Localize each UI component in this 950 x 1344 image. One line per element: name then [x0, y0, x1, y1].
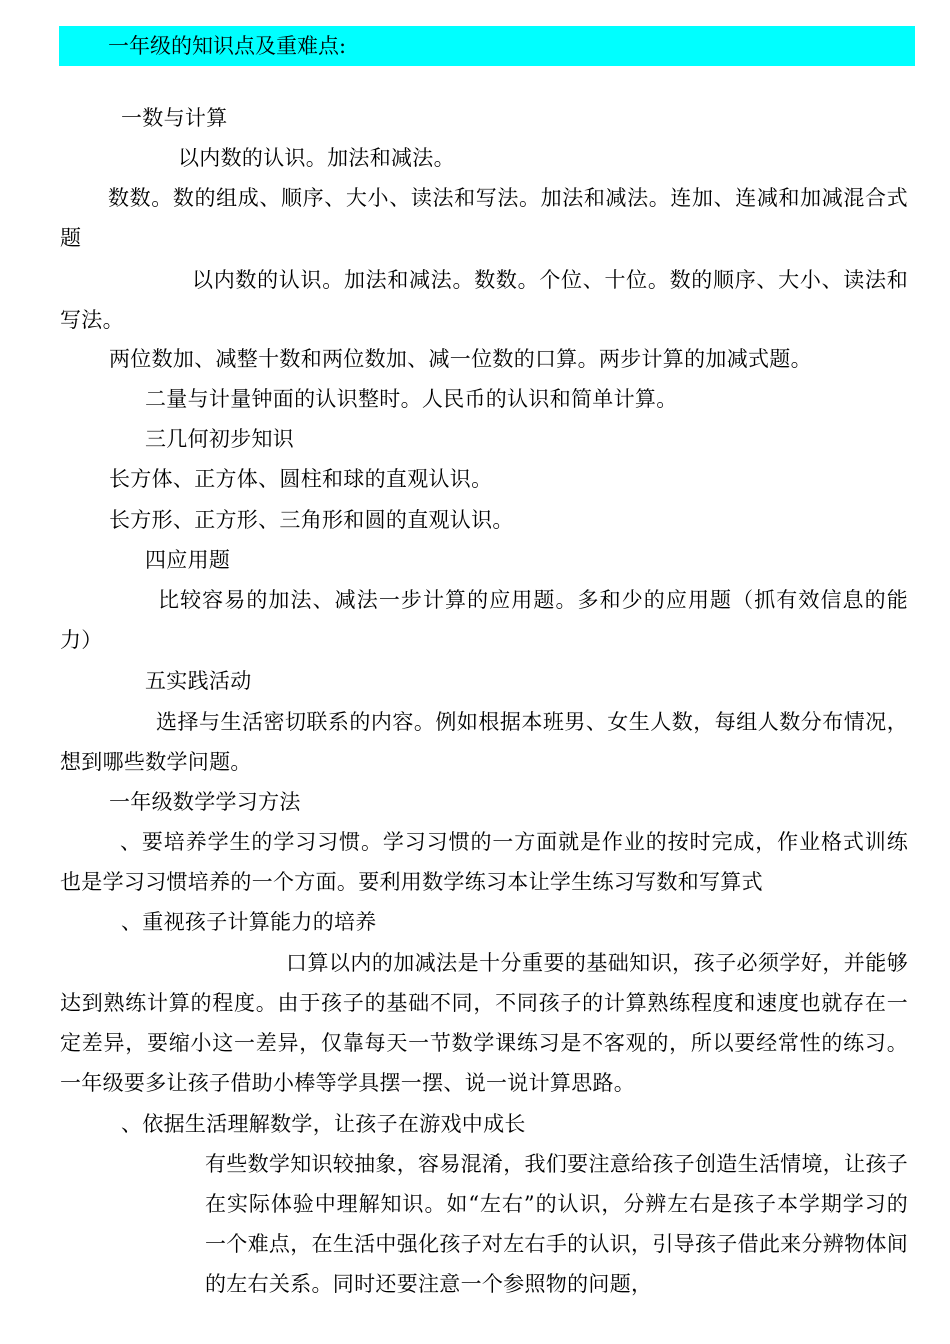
paragraph-place-value: 以内数的认识。加法和减法。数数。个位、十位。数的顺序、大小、读法和写法。: [60, 268, 908, 332]
paragraph-life-learning: 有些数学知识较抽象，容易混淆，我们要注意给孩子创造生活情境，让孩子在实际体验中理解知识。如“左右”的认识，分辨左右是孩子本学期学习的一个难点，在生活中强化孩子对左右手的认识，引导孩子借此来分辨物体间的左右关系。同时还要注意一个参照物的问题，: [205, 1152, 908, 1296]
paragraph-practice: 选择与生活密切联系的内容。例如根据本班男、女生人数，每组人数分布情况，想到哪些数学问题。: [60, 710, 908, 774]
method-heading-life-learning: 、依据生活理解数学，让孩子在游戏中成长: [121, 1112, 526, 1136]
section-heading-word-problems: 四应用题: [145, 548, 231, 572]
section-heading-geometry: 三几何初步知识: [145, 427, 295, 451]
section-heading-measurement: 二量与计量钟面的认识整时。人民币的认识和简单计算。: [145, 387, 678, 411]
paragraph-word-problems: 比较容易的加法、减法一步计算的应用题。多和少的应用题（抓有效信息的能力）: [60, 588, 908, 652]
paragraph-solids: 长方体、正方体、圆柱和球的直观认识。: [109, 467, 493, 491]
paragraph-counting: 数数。数的组成、顺序、大小、读法和写法。加法和减法。连加、连减和加减混合式题: [60, 186, 908, 250]
method-heading-calculation-ability: 、重视孩子计算能力的培养: [121, 910, 377, 934]
section-heading-practice: 五实践活动: [145, 669, 252, 693]
subsection-number-recognition: 以内数的认识。加法和减法。: [178, 146, 455, 170]
paragraph-shapes: 长方形、正方形、三角形和圆的直观认识。: [109, 508, 514, 532]
paragraph-calculation-ability: 口算以内的加减法是十分重要的基础知识，孩子必须学好，并能够达到熟练计算的程度。由于孩子的基础不同，不同孩子的计算熟练程度和速度也就存在一定差异，要缩小这一差异，仅靠每天一节数学课练习是不客观的，所以要经常性的练习。一年级要多让孩子借助小棒等学具摆一摆、说一说计算思路。: [60, 951, 908, 1095]
paragraph-study-habits: 、要培养学生的学习习惯。学习习惯的一方面就是作业的按时完成，作业格式训练也是学习习惯培养的一个方面。要利用数学练习本让学生练习写数和写算式: [60, 830, 908, 894]
methods-heading: 一年级数学学习方法: [109, 790, 301, 814]
section-heading-calculation: 一数与计算: [121, 106, 228, 130]
title-highlight-bar: [59, 26, 915, 66]
paragraph-mental-arithmetic: 两位数加、减整十数和两位数加、减一位数的口算。两步计算的加减式题。: [109, 347, 812, 371]
document-title: 一年级的知识点及重难点:: [108, 34, 347, 58]
